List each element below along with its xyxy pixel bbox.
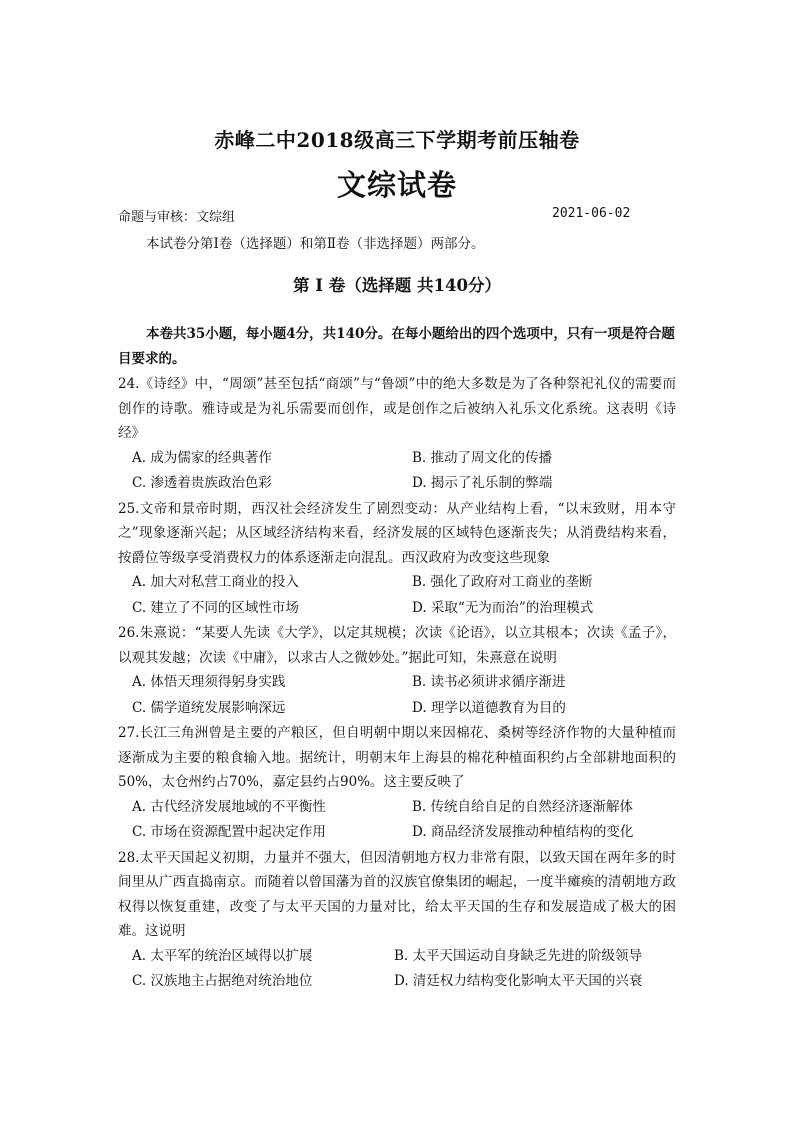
option-b: B. 太平天国运动自身缺乏先进的阶级领导 bbox=[394, 947, 643, 964]
question-stem: 26.朱熹说：“某要人先读《大学》，以定其规模；次读《论语》，以立其根本；次读《孟子》，以观其发越；次读《中庸》，以求古人之微妙处。”据此可知，朱熹意在说明 bbox=[118, 625, 676, 666]
option-a: A. 加大对私营工商业的投入 bbox=[132, 574, 299, 590]
options-row bbox=[118, 670, 676, 696]
exam-date: 2021-06-02 bbox=[552, 206, 631, 221]
options-row bbox=[118, 446, 676, 472]
option-d: D. 商品经济发展推动种植结构的变化 bbox=[412, 824, 634, 840]
option-c: C. 汉族地主占据绝对统治地位 bbox=[132, 973, 313, 989]
section-title: 第 Ⅰ 卷（选择题 共140分） bbox=[293, 276, 501, 295]
exam-title: 赤峰二中2018级高三下学期考前压轴卷 bbox=[214, 128, 580, 152]
options-row bbox=[118, 820, 676, 846]
options-row bbox=[118, 596, 676, 622]
question-stem: 25.文帝和景帝时期，西汉社会经济发生了剧烈变动：从产业结构上看，“以末致财，用本守之”现象逐渐兴起；从区域经济结构来看，经济发展的区域特色逐渐丧失；从消费结构来看，按爵位等级享受消费权力的体系逐渐走向混乱。西汉政府为改变这些现象 bbox=[118, 500, 676, 566]
option-b: B. 推动了周文化的传播 bbox=[412, 449, 553, 466]
options-row bbox=[118, 969, 676, 995]
question-25 bbox=[118, 497, 676, 622]
option-c: C. 建立了不同的区域性市场 bbox=[132, 599, 299, 616]
options-row bbox=[118, 471, 676, 497]
option-d: D. 理学以道德教育为目的 bbox=[412, 699, 566, 716]
exam-intro: 本试卷分第Ⅰ卷（选择题）和第Ⅱ卷（非选择题）两部分。 bbox=[146, 236, 485, 252]
option-a: A. 成为儒家的经典著作 bbox=[132, 449, 272, 466]
option-c: C. 儒学道统发展影响深远 bbox=[132, 699, 286, 716]
option-d: D. 揭示了礼乐制的弊端 bbox=[412, 475, 553, 491]
option-a: A. 太平军的统治区域得以扩展 bbox=[132, 947, 313, 964]
option-a: A. 古代经济发展地域的不平衡性 bbox=[132, 798, 326, 815]
option-d: D. 采取“无为而治”的治理模式 bbox=[412, 599, 594, 616]
option-d: D. 清廷权力结构变化影响太平天国的兴衰 bbox=[394, 973, 643, 989]
option-b: B. 强化了政府对工商业的垄断 bbox=[412, 574, 593, 590]
question-stem: 28.太平天国起义初期，力量并不强大，但因清朝地方权力非常有限，以致天国在两年多的时间里从广西直捣南京。而随着以曾国藩为首的汉族官僚集团的崛起，一度半瘫痪的清朝地方政权得以恢复重建，改变了与太平天国的力量对比，给太平天国的生存和发展造成了极大的困难。这说明 bbox=[118, 849, 676, 939]
questions-body bbox=[118, 322, 676, 995]
question-stem: 24.《诗经》中，“周颂”甚至包括“商颂”与“鲁颂”中的绝大多数是为了各种祭祀礼仪的需要而创作的诗歌。雅诗或是为礼乐需要而创作，或是创作之后被纳入礼乐文化系统。这表明《诗经》 bbox=[118, 376, 676, 441]
option-c: C. 渗透着贵族政治色彩 bbox=[132, 475, 272, 491]
option-b: B. 传统自给自足的自然经济逐渐解体 bbox=[412, 798, 634, 815]
option-b: B. 读书必须讲求循序渐进 bbox=[412, 674, 566, 690]
option-a: A. 体悟天理须得躬身实践 bbox=[132, 674, 286, 690]
options-row bbox=[118, 570, 676, 596]
author-line: 命题与审核：文综组 bbox=[118, 210, 236, 225]
section-notice: 本卷共35小题，每小题4分，共140分。在每小题给出的四个选项中，只有一项是符合题目要求的。 bbox=[118, 326, 675, 367]
question-27 bbox=[118, 721, 676, 846]
exam-subtitle: 文综试卷 bbox=[336, 168, 457, 202]
question-stem: 27.长江三角洲曾是主要的产粮区，但自明朝中期以来因棉花、桑树等经济作物的大量种植而逐渐成为主要的粮食输入地。据统计，明朝末年上海县的棉花种植面积约占全部耕地面积的50%，太仓州约占70%，嘉定县约占90%。这主要反映了 bbox=[118, 725, 676, 790]
question-28 bbox=[118, 846, 676, 995]
options-row bbox=[118, 795, 676, 821]
options-row bbox=[118, 944, 676, 970]
options-row bbox=[118, 696, 676, 722]
question-26 bbox=[118, 621, 676, 721]
option-c: C. 市场在资源配置中起决定作用 bbox=[132, 824, 326, 840]
question-24 bbox=[118, 372, 676, 497]
